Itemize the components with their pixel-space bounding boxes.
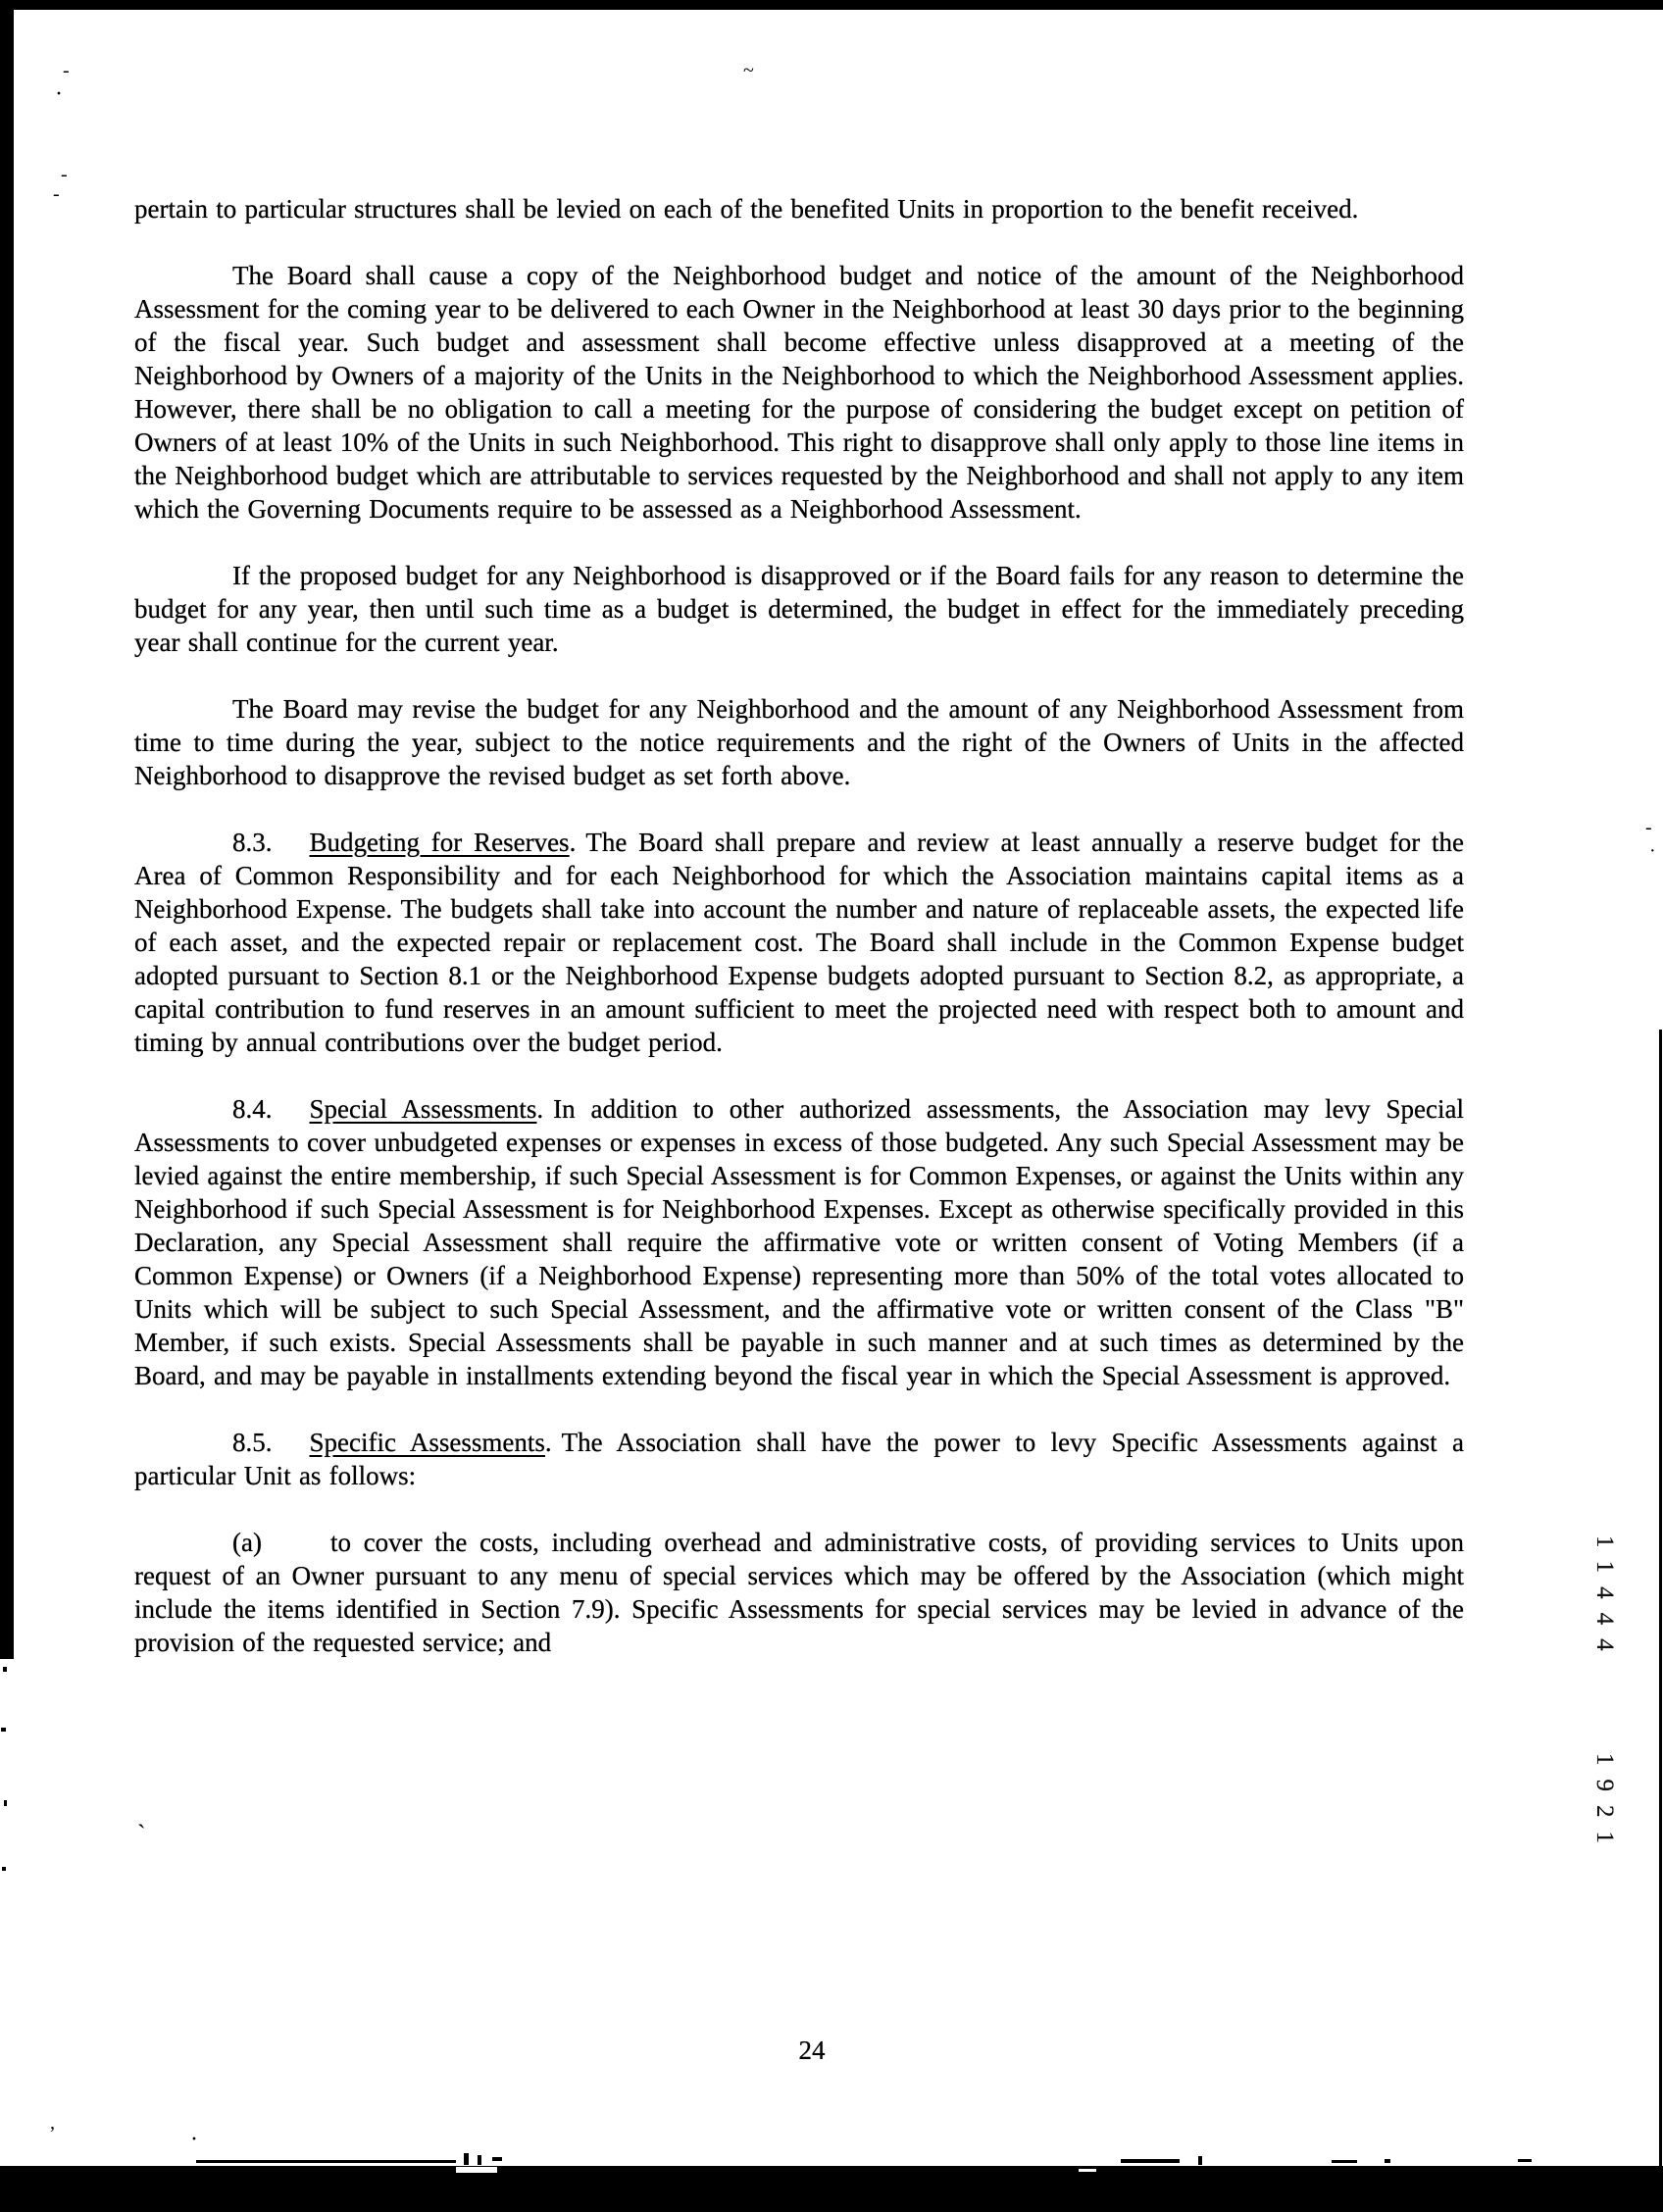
subsection-label: (a) [232, 1528, 262, 1557]
page-number: 24 [798, 2036, 826, 2065]
scan-speck [1385, 2159, 1390, 2163]
heading-period: . [544, 1428, 552, 1457]
subsection-text: to cover the costs, including overhead and administrative costs, of providing services to Units upon request of an Owner pursuant to any menu of special services which may be offered by the Association (which might include the items identified in Section 7.9). Specific Assessments for special services may be levied in advance of the provision of the requested service; and [134, 1528, 1464, 1657]
scan-edge-bar-left [0, 0, 14, 1659]
ink-mark: · [1649, 840, 1656, 862]
ink-mark: ’ [49, 2123, 56, 2144]
body-paragraph-disapproved-budget [134, 559, 1464, 659]
margin-stamp-bottom: 1921 [1591, 1753, 1618, 1857]
ink-mark: · [55, 81, 63, 107]
subsection-paragraph-a [134, 1526, 1464, 1659]
ink-mark: · [190, 2127, 198, 2152]
scan-speck [464, 2153, 469, 2165]
margin-stamp-top: 11444 [1591, 1535, 1618, 1665]
section-text: The Association shall have the power to levy Specific Assessments against a particular Unit as follows: [134, 1428, 1464, 1490]
scan-speck [1, 1728, 6, 1732]
section-text: The Board shall prepare and review at least annually a reserve budget for the Area of Common Responsibility and for each Neighborhood for which the Association maintains capital items as a Neighborhood Expense. The budgets shall take into account the number and nature of replaceable assets, the expected life of each asset, and the expected repair or replacement cost. The Board shall include in the Common Expense budget adopted pursuant to Section 8.1 or the Neighborhood Expense budgets adopted pursuant to Section 8.2, as appropriate, a capital contribution to fund reserves in an amount sufficient to meet the projected need with respect both to amount and timing by annual contributions over the budget period. [134, 828, 1464, 1057]
ink-mark: - [1645, 817, 1652, 838]
section-number: 8.4. [232, 1094, 273, 1124]
section-number: 8.3. [232, 828, 273, 857]
scan-speck [492, 2157, 502, 2161]
body-paragraph-budget-revision [134, 692, 1464, 792]
section-number: 8.5. [232, 1428, 273, 1457]
scan-edge-bar-bottom [0, 2166, 1663, 2212]
scan-speck [1518, 2159, 1532, 2162]
scan-notch [1079, 2169, 1096, 2172]
section-text: In addition to other authorized assessments, the Association may levy Special Assessments to cover unbudgeted expenses or expenses in excess of those budgeted. Any such Special Assessment may be levied against the entire membership, if such Special Assessment is for Common Expenses, or against the Units within any Neighborhood if such Special Assessment is for Neighborhood Expenses. Except as otherwise specifically provided in this Declaration, any Special Assessment shall require the affirmative vote or written consent of Voting Members (if a Common Expense) or Owners (if a Neighborhood Expense) representing more than 50% of the total votes allocated to Units which will be subject to such Special Assessment, and the affirmative vote or written consent of the Class "B" Member, if such exists. Special Assessments shall be payable in such manner and at such times as determined by the Board, and may be payable in installments extending beyond the fiscal year in which the Special Assessment is approved. [134, 1094, 1464, 1390]
ink-mark: ~ [743, 60, 754, 81]
heading-period: . [536, 1094, 544, 1124]
section-heading: Specific Assessments [309, 1428, 545, 1457]
paragraph-text: The Board may revise the budget for any Neighborhood and the amount of any Neighborhood Assessment from time to time during the year, subject to the notice requirements and the right of the Owners of Units in the affected Neighborhood to disapprove the revised budget as set forth above. [134, 694, 1464, 790]
ink-mark: - [53, 183, 60, 205]
section-paragraph-8-5 [134, 1426, 1464, 1492]
scan-edge-line-right [1659, 1030, 1662, 2212]
scan-speck [1121, 2159, 1180, 2163]
scan-speck [1198, 2156, 1202, 2165]
document-body [134, 192, 1464, 1659]
scan-speck [3, 1667, 7, 1672]
body-paragraph-continuation [134, 192, 1464, 226]
ink-mark: ` [137, 1820, 146, 1848]
scan-speck [1332, 2160, 1357, 2163]
scan-notch [456, 2167, 497, 2173]
paragraph-text: pertain to particular structures shall be levied on each of the benefited Units in proportion to the benefit received. [134, 194, 1359, 224]
section-heading: Special Assessments [309, 1094, 537, 1124]
body-paragraph-budget-notice [134, 259, 1464, 526]
heading-period: . [569, 828, 577, 857]
ink-mark: - [61, 164, 68, 185]
scan-speck [2, 1867, 6, 1871]
paragraph-text: The Board shall cause a copy of the Neighborhood budget and notice of the amount of the Neighborhood Assessment for the coming year to be delivered to each Owner in the Neighborhood at least 30 days prior to the beginning of the fiscal year. Such budget and assessment shall become effective unless disapproved at a meeting of the Neighborhood by Owners of a majority of the Units in the Neighborhood to which the Neighborhood Assessment applies. However, there shall be no obligation to call a meeting for the purpose of considering the budget except on petition of Owners of at least 10% of the Units in such Neighborhood. This right to disapprove shall only apply to those line items in the Neighborhood budget which are attributable to services requested by the Neighborhood and shall not apply to any item which the Governing Documents require to be assessed as a Neighborhood Assessment. [134, 261, 1464, 524]
section-heading: Budgeting for Reserves [309, 828, 570, 857]
section-paragraph-8-3 [134, 826, 1464, 1059]
paragraph-text: If the proposed budget for any Neighborhood is disapproved or if the Board fails for any reason to determine the budget for any year, then until such time as a budget is determined, the budget in effect for the immediately preceding year shall continue for the current year. [134, 561, 1464, 657]
scan-speck [196, 2160, 456, 2163]
section-paragraph-8-4 [134, 1092, 1464, 1392]
scan-edge-bar-top [0, 0, 1663, 10]
scan-speck [478, 2155, 481, 2165]
ink-mark: - [63, 60, 70, 81]
scan-speck [4, 1800, 7, 1806]
